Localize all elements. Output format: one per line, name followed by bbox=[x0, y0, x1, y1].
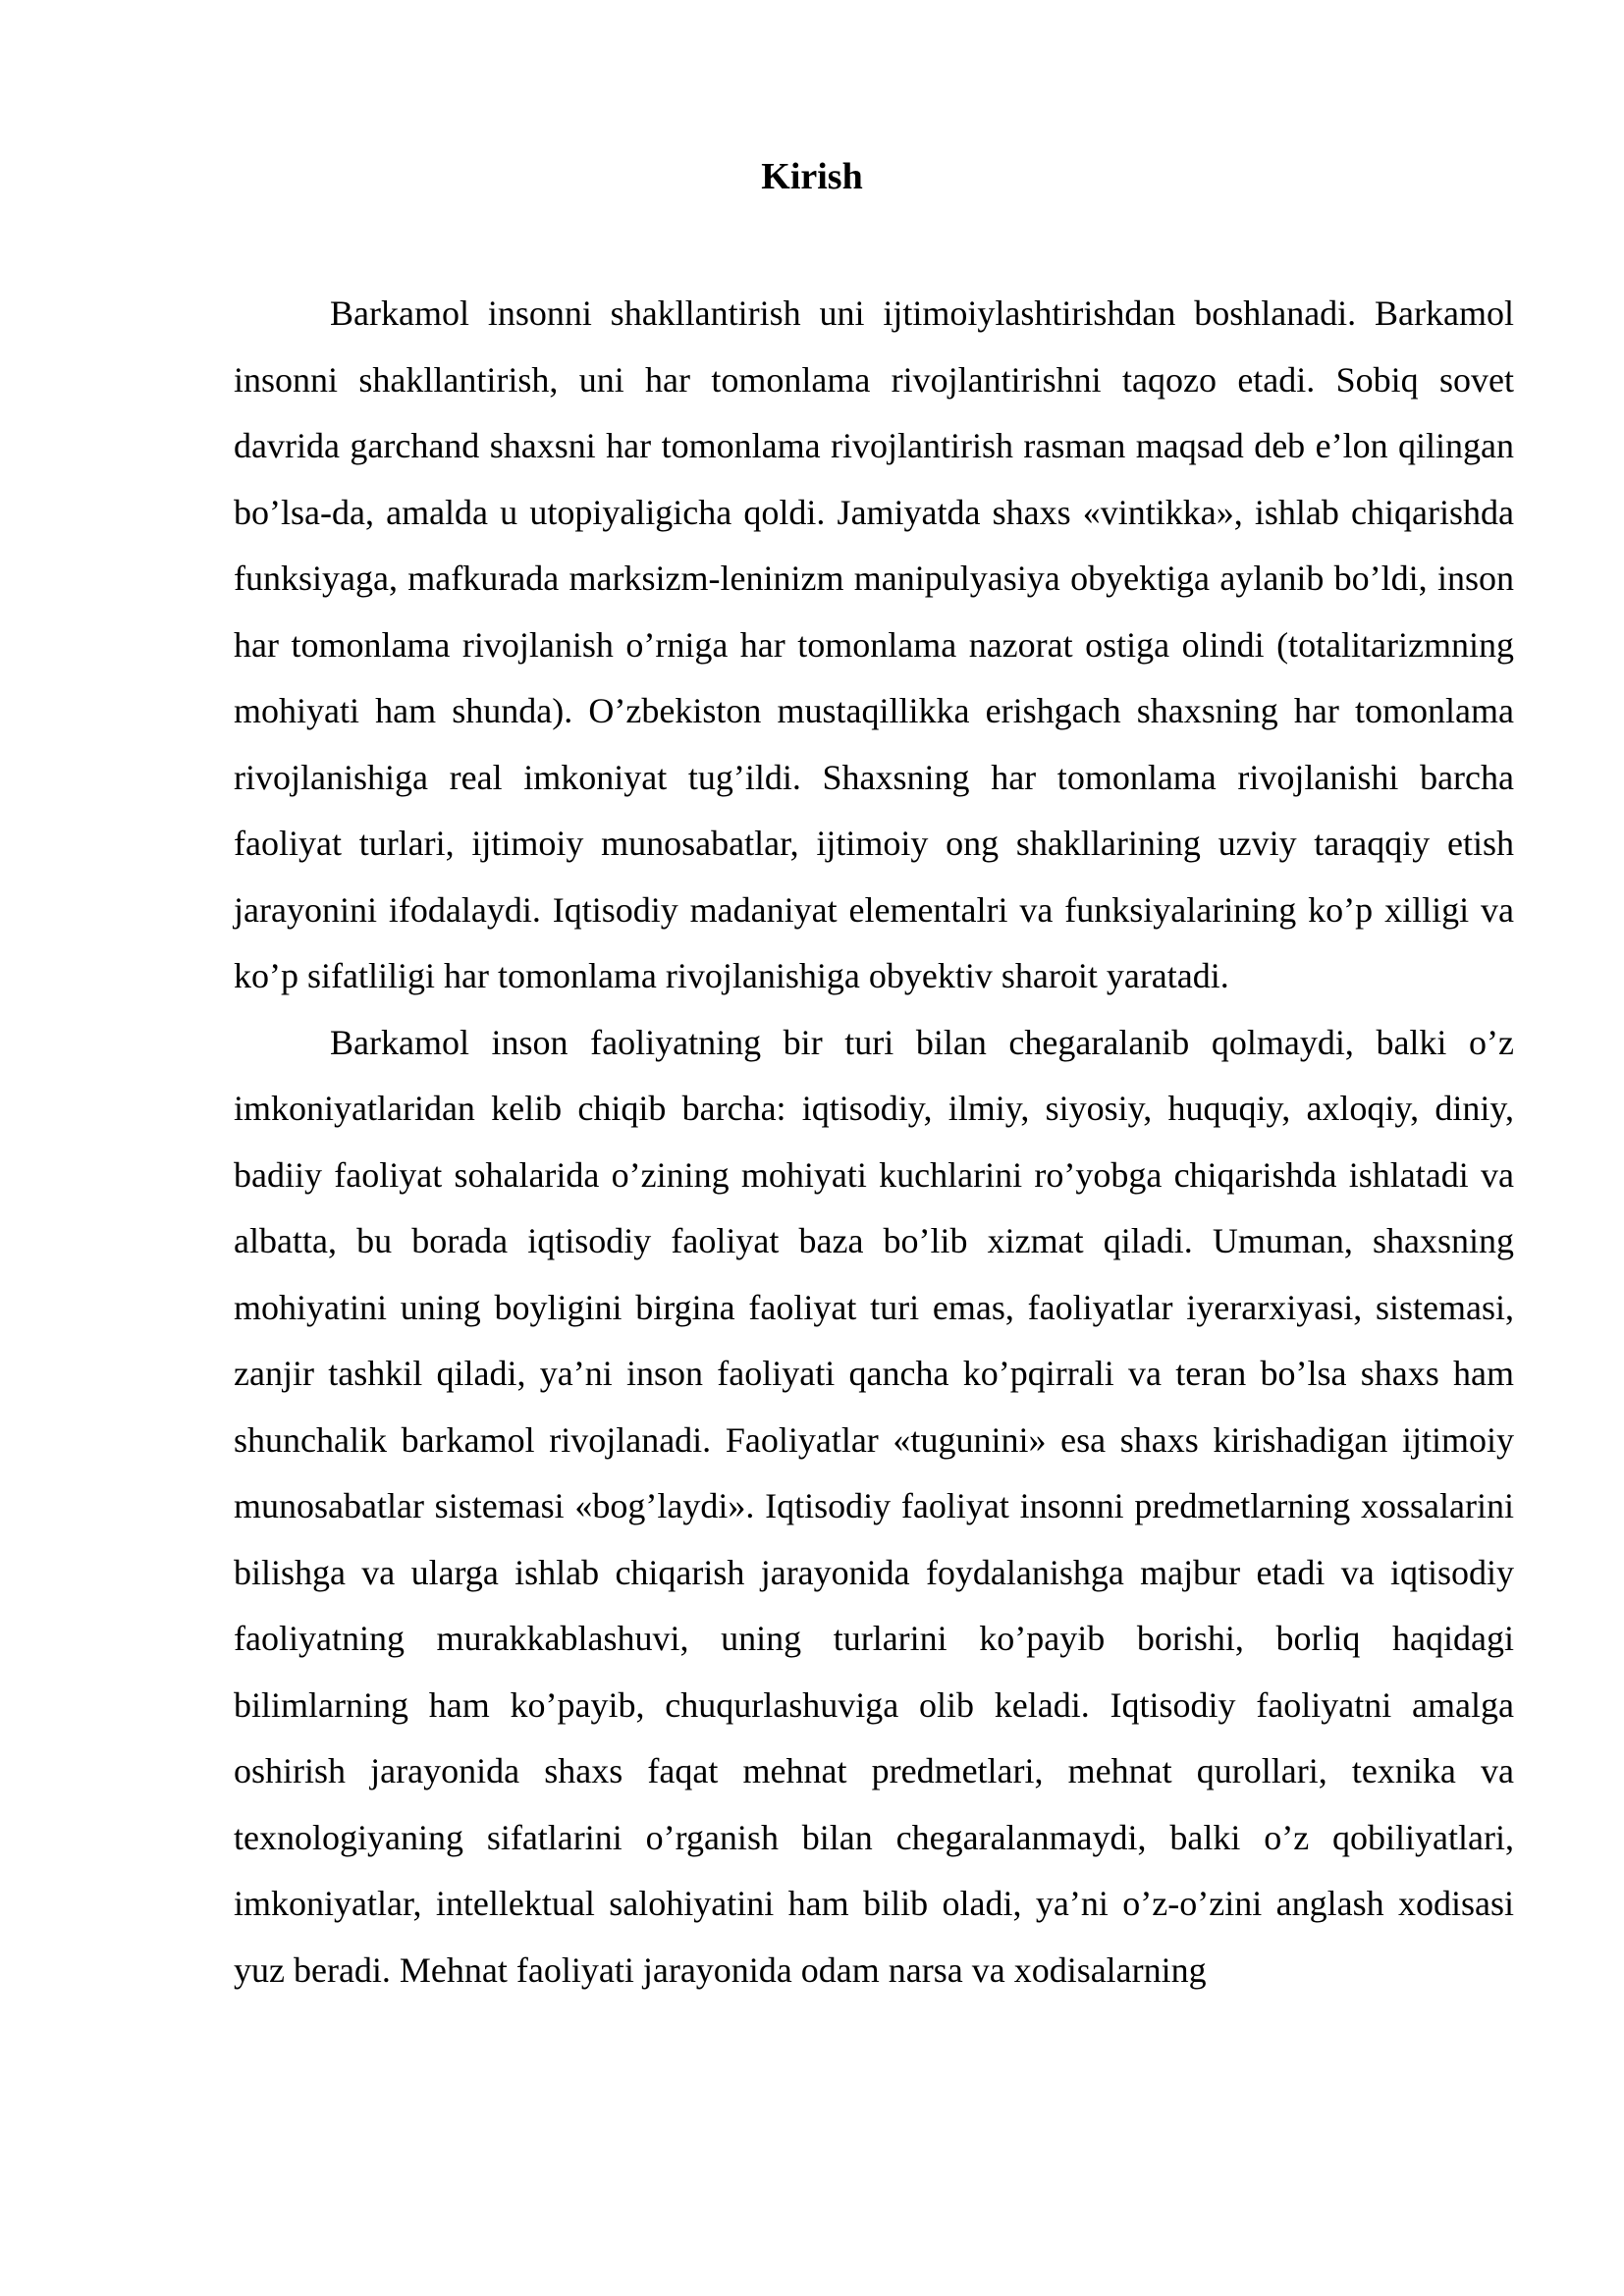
paragraph-1: Barkamol insonni shakllantirish uni ijtimoiylashtirishdan boshlanadi. Barkamol insonni shakllantirish, uni har tomonlama rivojlantirishni taqozo etadi. Sobiq sovet davrida garchand shaxsni har tomonlama rivojlantirish rasman maqsad deb e’lon qilingan bo’lsa-da, amalda u utopiyaligicha qoldi. Jamiyatda shaxs «vintikka», ishlab chiqarishda funksiyaga, mafkurada marksizm-leninizm manipulyasiya obyektiga aylanib bo’ldi, inson har tomonlama rivojlanish o’rniga har tomonlama nazorat ostiga olindi (totalitarizmning mohiyati ham shunda). O’zbekiston mustaqillikka erishgach shaxsning har tomonlama rivojlanishiga real imkoniyat tug’ildi. Shaxsning har tomonlama rivojlanishi barcha faoliyat turlari, ijtimoiy munosabatlar, ijtimoiy ong shakllarining uzviy taraqqiy etish jarayonini ifodalaydi. Iqtisodiy madaniyat elementalri va funksiyalarining ko’p xilligi va ko’p sifatliligi har tomonlama rivojlanishiga obyektiv sharoit yaratadi. bbox=[234, 294, 1514, 995]
paragraph-2: Barkamol inson faoliyatning bir turi bilan chegaralanib qolmaydi, balki o’z imkoniyatlaridan kelib chiqib barcha: iqtisodiy, ilmiy, siyosiy, huquqiy, axloqiy, diniy, badiiy faoliyat sohalarida o’zining mohiyati kuchlarini ro’yobga chiqarishda ishlatadi va albatta, bu borada iqtisodiy faoliyat baza bo’lib xizmat qiladi. Umuman, shaxsning mohiyatini uning boyligini birgina faoliyat turi emas, faoliyatlar iyerarxiyasi, sistemasi, zanjir tashkil qiladi, ya’ni inson faoliyati qancha ko’pqirrali va teran bo’lsa shaxs ham shunchalik barkamol rivojlanadi. Faoliyatlar «tugunini» esa shaxs kirishadigan ijtimoiy munosabatlar sistemasi «bog’laydi». Iqtisodiy faoliyat insonni predmetlarning xossalarini bilishga va ularga ishlab chiqarish jarayonida foydalanishga majbur etadi va iqtisodiy faoliyatning murakkablashuvi, uning turlarini ko’payib borishi, borliq haqidagi bilimlarning ham ko’payib, chuqurlashuviga olib keladi. Iqtisodiy faoliyatni amalga oshirish jarayonida shaxs faqat mehnat predmetlari, mehnat qurollari, texnika va texnologiyaning sifatlarini o’rganish bilan chegaralanmaydi, balki o’z qobiliyatlari, imkoniyatlar, intellektual salohiyatini ham bilib oladi, ya’ni o’z-o’zini anglash xodisasi yuz beradi. Mehnat faoliyati jarayonida odam narsa va xodisalarning bbox=[234, 1022, 1514, 1990]
page-title: Kirish bbox=[761, 156, 863, 197]
body-text bbox=[234, 281, 1514, 2003]
